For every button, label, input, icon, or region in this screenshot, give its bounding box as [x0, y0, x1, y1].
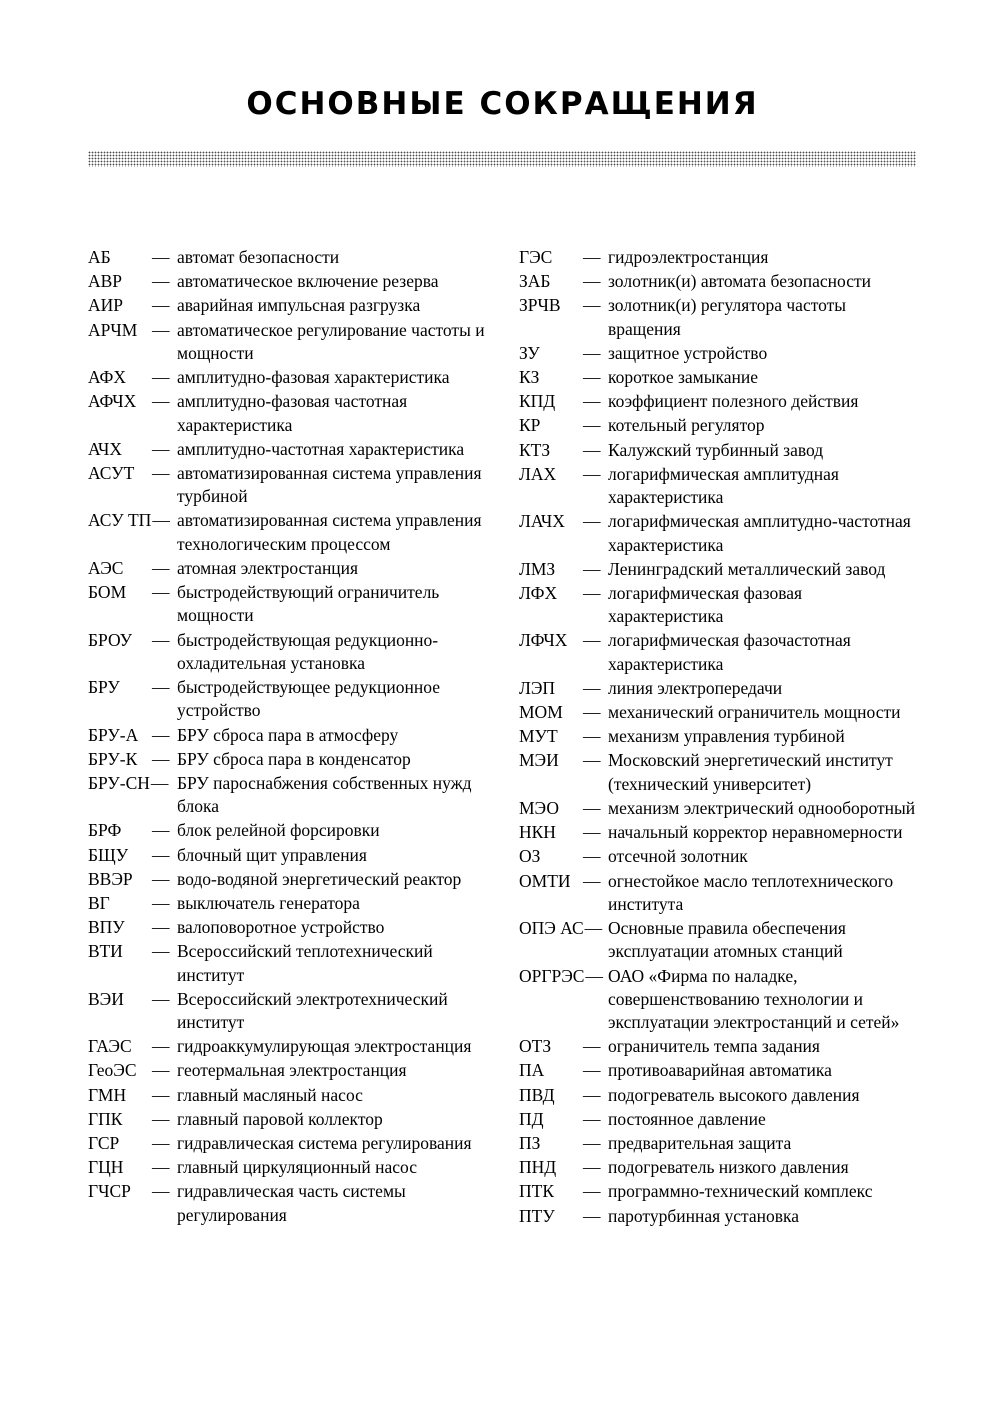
decorative-dotted-rule: [88, 151, 916, 167]
abbreviation-term: АРЧМ: [88, 319, 138, 340]
abbreviation-dash: —: [583, 630, 601, 651]
abbreviation-entry: [519, 629, 919, 676]
abbreviation-term: ОРГРЭС: [519, 965, 585, 986]
abbreviation-dash: —: [583, 1181, 601, 1202]
abbreviation-definition: подогреватель высокого давления: [608, 1084, 860, 1105]
abbreviation-dash: —: [583, 702, 601, 723]
abbreviation-definition: Основные правила обеспечения эксплуатации атомных станций: [608, 918, 846, 962]
abbreviation-term: БРУ: [88, 677, 120, 698]
abbreviation-dash: —: [152, 271, 170, 292]
abbreviation-term: АСУТ: [88, 462, 135, 483]
abbreviation-dash: —: [583, 1157, 601, 1178]
abbreviation-term: МОМ: [519, 702, 563, 723]
abbreviation-entry: [519, 677, 919, 700]
abbreviation-definition: Всероссийский теплотехнический институт: [177, 941, 433, 985]
abbreviation-dash: —: [584, 918, 603, 939]
abbreviation-definition: подогреватель низкого давления: [608, 1157, 849, 1178]
abbreviation-definition: ОАО «Фирма по наладке, совершенствованию технологии и эксплуатации электростанций и сетей»: [608, 965, 900, 1033]
abbreviation-term: АБ: [88, 247, 111, 267]
abbreviation-definition: гидравлическая часть системы регулирования: [177, 1181, 406, 1225]
abbreviation-definition: постоянное давление: [608, 1108, 766, 1129]
abbreviation-definition: короткое замыкание: [608, 367, 759, 388]
abbreviation-term: КПД: [519, 391, 556, 412]
abbreviation-dash: —: [583, 677, 601, 698]
abbreviation-term: АСУ ТП: [88, 510, 152, 531]
abbreviation-term: ЛФХ: [519, 582, 558, 603]
abbreviation-definition: паротурбинная установка: [608, 1205, 800, 1226]
abbreviation-entry: [88, 1035, 488, 1058]
abbreviation-definition: быстродействующая редукционно-охладительная установка: [177, 629, 439, 673]
abbreviation-entry: [88, 366, 488, 389]
abbreviation-dash: —: [583, 797, 601, 818]
abbreviation-term: ЗАБ: [519, 271, 551, 292]
abbreviation-definition: атомная электростанция: [177, 557, 359, 578]
abbreviation-entry: [88, 916, 488, 939]
abbreviation-entry: [88, 462, 488, 509]
abbreviation-entry: [519, 1205, 919, 1228]
abbreviation-term: КЗ: [519, 367, 540, 388]
abbreviation-entry: [519, 270, 919, 293]
abbreviation-entry: [519, 582, 919, 629]
abbreviation-definition: главный паровой коллектор: [177, 1108, 383, 1129]
abbreviation-entry: [88, 270, 488, 293]
abbreviation-dash: —: [152, 391, 170, 412]
abbreviation-dash: —: [152, 844, 170, 865]
abbreviation-definition: котельный регулятор: [608, 415, 765, 436]
abbreviation-term: МЭИ: [519, 750, 559, 771]
abbreviation-entry: [519, 414, 919, 437]
abbreviation-dash: —: [152, 582, 170, 603]
abbreviation-definition: механический ограничитель мощности: [608, 702, 901, 723]
abbreviation-dash: —: [583, 1036, 601, 1057]
abbreviation-term: ГЧСР: [88, 1181, 131, 1202]
abbreviation-term: ВГ: [88, 892, 110, 913]
abbreviation-definition: геотермальная электростанция: [177, 1060, 407, 1081]
abbreviation-dash: —: [583, 726, 601, 747]
left-column: [88, 246, 488, 1228]
abbreviation-entry: [88, 319, 488, 366]
abbreviation-entry: [519, 701, 919, 724]
page-title: ОСНОВНЫЕ СОКРАЩЕНИЯ: [246, 86, 759, 122]
abbreviation-dash: —: [152, 941, 170, 962]
abbreviation-term: КР: [519, 415, 541, 436]
abbreviation-entry: [88, 748, 488, 771]
abbreviation-entry: [519, 870, 919, 917]
abbreviation-dash: —: [152, 1181, 170, 1202]
abbreviation-entry: [519, 821, 919, 844]
abbreviation-entry: [88, 868, 488, 891]
abbreviation-term: ПА: [519, 1060, 545, 1081]
abbreviation-dash: —: [583, 1133, 601, 1154]
abbreviation-term: ОТЗ: [519, 1036, 552, 1057]
abbreviation-dash: —: [583, 1060, 601, 1081]
abbreviation-dash: —: [152, 820, 170, 841]
abbreviation-term: БОМ: [88, 582, 127, 603]
abbreviation-entry: [88, 509, 488, 556]
abbreviation-entry: [519, 342, 919, 365]
abbreviation-entry: [88, 1108, 488, 1131]
abbreviation-entry: [519, 246, 919, 269]
abbreviation-entry: [88, 1132, 488, 1155]
abbreviation-entry: [88, 438, 488, 461]
abbreviation-dash: —: [583, 582, 601, 603]
abbreviation-definition: ограничитель темпа задания: [608, 1036, 820, 1057]
abbreviation-definition: коэффициент полезного действия: [608, 391, 859, 412]
abbreviation-dash: —: [152, 1036, 170, 1057]
abbreviation-dash: —: [583, 870, 601, 891]
abbreviation-term: ЛФЧХ: [519, 630, 568, 651]
abbreviation-definition: механизм электрический однооборотный: [608, 797, 916, 818]
abbreviation-entry: [519, 1108, 919, 1131]
abbreviation-dash: —: [152, 1108, 170, 1129]
abbreviation-dash: —: [152, 1133, 170, 1154]
abbreviation-entry: [519, 390, 919, 413]
abbreviation-dash: —: [583, 439, 601, 460]
abbreviation-dash: —: [152, 1157, 170, 1178]
abbreviation-term: МЭО: [519, 797, 559, 818]
abbreviation-term: ПЗ: [519, 1133, 541, 1154]
abbreviation-dash: —: [152, 510, 170, 531]
abbreviation-definition: Ленинградский металлический завод: [608, 558, 886, 579]
abbreviation-dash: —: [583, 391, 601, 412]
abbreviation-term: БРФ: [88, 820, 122, 841]
abbreviation-dash: —: [583, 511, 601, 532]
abbreviation-entry: [519, 1132, 919, 1155]
abbreviation-definition: логарифмическая фазовая характеристика: [608, 582, 803, 627]
right-column: [519, 246, 919, 1229]
abbreviation-term: ПВД: [519, 1084, 555, 1105]
abbreviation-definition: валоповоротное устройство: [177, 917, 385, 938]
abbreviation-dash: —: [152, 988, 170, 1009]
abbreviation-dash: —: [583, 247, 601, 267]
abbreviation-term: ПНД: [519, 1157, 557, 1178]
abbreviation-definition: водо-водяной энергетический реактор: [177, 868, 462, 889]
abbreviation-entry: [88, 294, 488, 317]
abbreviation-dash: —: [152, 247, 170, 267]
abbreviation-definition: гидроаккумулирующая электростанция: [177, 1036, 472, 1057]
abbreviation-entry: [519, 1059, 919, 1082]
abbreviation-term: ЗУ: [519, 342, 540, 363]
abbreviation-term: АЭС: [88, 557, 124, 578]
abbreviation-entry: [519, 463, 919, 510]
abbreviation-entry: [88, 1180, 488, 1227]
abbreviation-definition: БРУ сброса пара в конденсатор: [177, 748, 411, 769]
abbreviation-term: БЩУ: [88, 844, 129, 865]
abbreviation-term: ПТУ: [519, 1205, 555, 1226]
abbreviation-definition: аварийная импульсная разгрузка: [177, 295, 421, 316]
abbreviation-dash: —: [152, 462, 170, 483]
abbreviation-definition: Московский энергетический институт (технический университет): [608, 750, 893, 794]
abbreviation-definition: начальный корректор неравномерности: [608, 822, 903, 843]
abbreviation-dash: —: [583, 558, 601, 579]
abbreviation-definition: логарифмическая амплитудная характеристика: [608, 463, 839, 508]
abbreviation-definition: БРУ сброса пара в атмосферу: [177, 724, 399, 745]
abbreviation-entry: [519, 1035, 919, 1058]
abbreviation-entry: [519, 439, 919, 462]
abbreviation-dash: —: [152, 367, 170, 388]
abbreviation-entry: [519, 725, 919, 748]
abbreviation-term: ЗРЧВ: [519, 295, 561, 316]
abbreviation-term: НКН: [519, 822, 556, 843]
abbreviation-definition: отсечной золотник: [608, 846, 748, 867]
abbreviation-term: ГАЭС: [88, 1036, 132, 1057]
abbreviation-term: БРУ-А: [88, 724, 139, 745]
abbreviation-dash: —: [152, 917, 170, 938]
abbreviation-definition: логарифмическая амплитудно-частотная характеристика: [608, 511, 911, 555]
abbreviation-entry: [519, 845, 919, 868]
abbreviation-entry: [88, 844, 488, 867]
abbreviation-term: ЛЭП: [519, 677, 556, 698]
abbreviation-dash: —: [152, 724, 170, 745]
abbreviation-term: КТЗ: [519, 439, 551, 460]
abbreviation-entry: [88, 1059, 488, 1082]
abbreviation-dash: —: [152, 868, 170, 889]
abbreviation-dash: —: [583, 1084, 601, 1105]
abbreviation-entry: [88, 581, 488, 628]
abbreviation-term: ЛАЧХ: [519, 511, 565, 532]
abbreviation-term: АФХ: [88, 367, 126, 388]
abbreviation-definition: линия электропередачи: [608, 677, 783, 698]
abbreviation-dash: —: [150, 772, 169, 793]
abbreviation-entry: [519, 294, 919, 341]
abbreviation-dash: —: [583, 750, 601, 771]
abbreviation-entry: [519, 1084, 919, 1107]
abbreviation-term: БРУ-К: [88, 748, 138, 769]
abbreviation-dash: —: [152, 677, 170, 698]
abbreviation-term: ОПЭ АС: [519, 918, 584, 939]
abbreviation-definition: предварительная защита: [608, 1133, 792, 1154]
abbreviation-term: ВПУ: [88, 917, 125, 938]
abbreviation-definition: Калужский турбинный завод: [608, 439, 824, 460]
abbreviation-definition: гидравлическая система регулирования: [177, 1133, 472, 1154]
abbreviation-term: ГЦН: [88, 1157, 124, 1178]
abbreviation-entry: [88, 940, 488, 987]
abbreviation-dash: —: [583, 342, 601, 363]
abbreviation-definition: блок релейной форсировки: [177, 820, 380, 841]
abbreviation-entry: [519, 558, 919, 581]
abbreviation-term: БРОУ: [88, 629, 133, 650]
abbreviation-dash: —: [583, 846, 601, 867]
abbreviation-dash: —: [152, 295, 170, 316]
abbreviation-entry: [519, 510, 919, 557]
abbreviation-entry: [88, 676, 488, 723]
abbreviation-term: БРУ-СН: [88, 772, 150, 793]
abbreviation-dash: —: [152, 438, 170, 459]
abbreviation-entry: [88, 988, 488, 1035]
abbreviation-definition: главный масляный насос: [177, 1084, 363, 1105]
abbreviation-dash: —: [583, 415, 601, 436]
abbreviation-definition: выключатель генератора: [177, 892, 360, 913]
abbreviation-dash: —: [585, 965, 603, 986]
abbreviation-definition: механизм управления турбиной: [608, 726, 845, 747]
abbreviation-definition: золотник(и) регулятора частоты вращения: [608, 295, 847, 339]
abbreviation-term: ЛАХ: [519, 463, 557, 484]
abbreviation-entry: [88, 892, 488, 915]
abbreviation-dash: —: [152, 629, 170, 650]
abbreviation-entry: [88, 772, 488, 819]
abbreviation-dash: —: [583, 1108, 601, 1129]
abbreviation-term: ГеоЭС: [88, 1060, 137, 1081]
abbreviation-term: ГСР: [88, 1133, 120, 1154]
abbreviation-dash: —: [152, 319, 170, 340]
abbreviation-term: АЧХ: [88, 438, 122, 459]
abbreviation-definition: гидроэлектростанция: [608, 247, 769, 267]
abbreviation-definition: логарифмическая фазочастотная характеристика: [608, 630, 851, 674]
abbreviation-term: ГПК: [88, 1108, 123, 1129]
abbreviation-entry: [88, 557, 488, 580]
abbreviation-term: ВВЭР: [88, 868, 133, 889]
abbreviation-dash: —: [152, 748, 170, 769]
abbreviation-term: АФЧХ: [88, 391, 137, 412]
abbreviation-definition: защитное устройство: [608, 342, 768, 363]
abbreviation-term: ВТИ: [88, 941, 123, 962]
abbreviation-entry: [88, 724, 488, 747]
abbreviation-entry: [519, 1180, 919, 1203]
abbreviation-entry: [88, 629, 488, 676]
abbreviation-term: ОМТИ: [519, 870, 571, 891]
abbreviation-dash: —: [152, 557, 170, 578]
abbreviation-definition: БРУ пароснабжения собственных нужд блока: [177, 772, 472, 817]
abbreviation-term: АВР: [88, 271, 123, 292]
abbreviation-term: ВЭИ: [88, 988, 124, 1009]
abbreviation-definition: автоматизированная система управления технологическим процессом: [177, 510, 482, 554]
abbreviation-definition: огнестойкое масло теплотехнического института: [608, 870, 894, 914]
abbreviation-definition: противоаварийная автоматика: [608, 1060, 832, 1081]
abbreviation-dash: —: [152, 1084, 170, 1105]
abbreviation-entry: [88, 1156, 488, 1179]
abbreviation-entry: [88, 246, 488, 269]
abbreviation-definition: автомат безопасности: [177, 247, 340, 267]
abbreviation-definition: амплитудно-фазовая характеристика: [177, 367, 450, 388]
abbreviation-definition: Всероссийский электротехнический институт: [177, 988, 448, 1033]
abbreviation-entry: [88, 819, 488, 842]
abbreviation-dash: —: [583, 271, 601, 292]
abbreviation-term: ПТК: [519, 1181, 554, 1202]
abbreviation-entry: [519, 1156, 919, 1179]
abbreviation-entry: [519, 749, 919, 796]
abbreviation-dash: —: [583, 822, 601, 843]
abbreviation-definition: амплитудно-фазовая частотная характеристика: [177, 391, 408, 435]
abbreviation-dash: —: [583, 1205, 601, 1226]
abbreviation-definition: автоматизированная система управления турбиной: [177, 462, 482, 507]
abbreviation-entry: [519, 797, 919, 820]
abbreviation-definition: золотник(и) автомата безопасности: [608, 271, 872, 292]
abbreviation-dash: —: [583, 295, 601, 316]
abbreviation-definition: быстродействующее редукционное устройство: [177, 677, 440, 721]
abbreviation-entry: [519, 965, 919, 1035]
abbreviation-term: ГМН: [88, 1084, 127, 1105]
abbreviation-definition: быстродействующий ограничитель мощности: [177, 582, 440, 626]
abbreviation-dash: —: [152, 1060, 170, 1081]
abbreviation-entry: [88, 1084, 488, 1107]
abbreviation-term: ГЭС: [519, 247, 553, 267]
abbreviation-term: ЛМЗ: [519, 558, 556, 579]
abbreviation-entry: [519, 917, 919, 964]
abbreviation-dash: —: [583, 463, 601, 484]
abbreviation-term: ОЗ: [519, 846, 541, 867]
abbreviation-definition: автоматическое включение резерва: [177, 271, 439, 292]
abbreviation-entry: [519, 366, 919, 389]
abbreviation-definition: главный циркуляционный насос: [177, 1157, 417, 1178]
abbreviation-dash: —: [583, 367, 601, 388]
abbreviation-term: ПД: [519, 1108, 544, 1129]
abbreviation-definition: блочный щит управления: [177, 844, 367, 865]
abbreviation-term: МУТ: [519, 726, 558, 747]
abbreviation-entry: [88, 390, 488, 437]
abbreviation-definition: автоматическое регулирование частоты и мощности: [177, 319, 485, 363]
abbreviation-definition: программно-технический комплекс: [608, 1181, 873, 1202]
abbreviation-definition: амплитудно-частотная характеристика: [177, 438, 465, 459]
abbreviation-term: АИР: [88, 295, 124, 316]
abbreviation-dash: —: [152, 892, 170, 913]
